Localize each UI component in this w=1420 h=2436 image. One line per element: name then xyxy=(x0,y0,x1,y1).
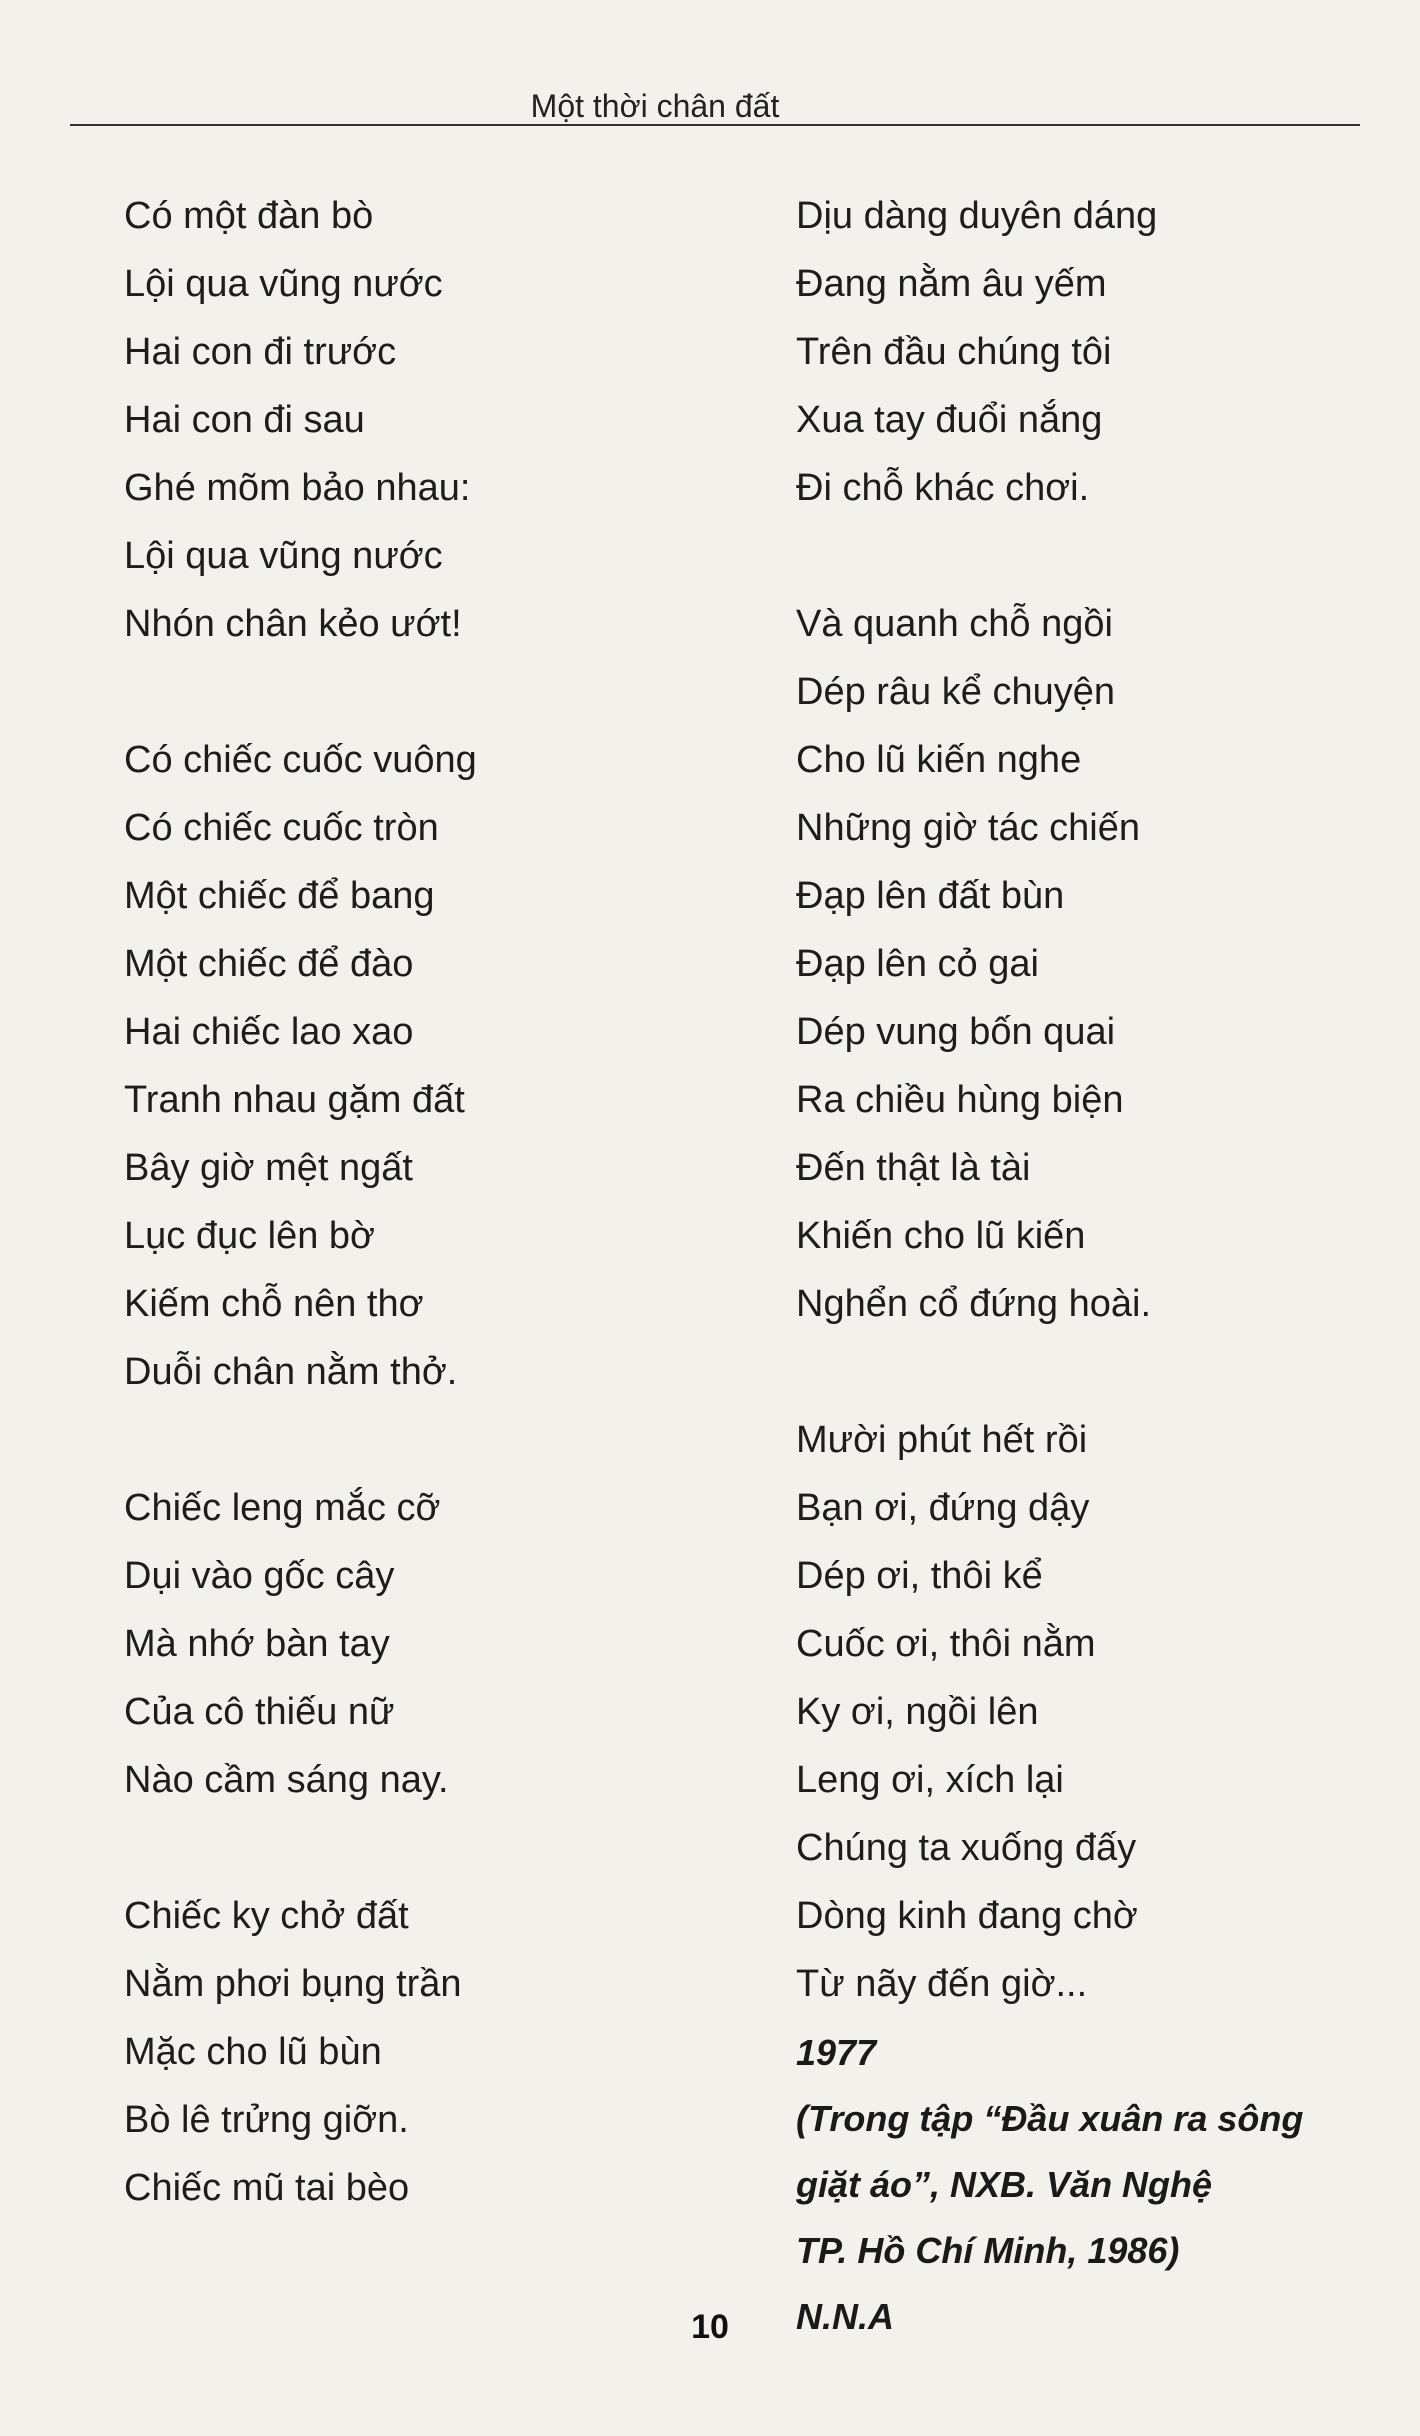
poem-stanza xyxy=(124,1474,744,1814)
poem-line: Có chiếc cuốc tròn xyxy=(124,807,439,849)
poem-line: Lội qua vũng nước xyxy=(124,535,443,577)
poem-line: Đạp lên đất bùn xyxy=(796,875,1065,917)
poem-right-column xyxy=(796,182,1356,2350)
attribution-year: 1977 xyxy=(796,2032,877,2073)
running-header: Một thời chân đất xyxy=(530,88,780,124)
poem-line: Dòng kinh đang chờ xyxy=(796,1895,1138,1937)
poem-line: Của cô thiếu nữ xyxy=(124,1691,395,1733)
poem-line: Duỗi chân nằm thở. xyxy=(124,1351,458,1393)
poem-line: Đang nằm âu yếm xyxy=(796,263,1107,305)
poem-line: Đi chỗ khác chơi. xyxy=(796,467,1090,509)
poem-line: Cuốc ơi, thôi nằm xyxy=(796,1623,1096,1665)
poem-line: Có chiếc cuốc vuông xyxy=(124,739,477,781)
poem-line: Chúng ta xuống đấy xyxy=(796,1827,1137,1869)
poem-line: Kiếm chỗ nên thơ xyxy=(124,1283,424,1325)
poem-line: Hai con đi sau xyxy=(124,399,365,441)
poem-stanza xyxy=(124,1882,744,2222)
right-stanzas xyxy=(796,182,1356,2018)
poem-stanza xyxy=(124,726,744,1406)
poem-line: Bạn ơi, đứng dậy xyxy=(796,1487,1090,1529)
poem-line: Mà nhớ bàn tay xyxy=(124,1623,390,1665)
poem-stanza xyxy=(796,182,1356,522)
page-number: 10 xyxy=(691,2308,729,2346)
poem-line: Lội qua vũng nước xyxy=(124,263,443,305)
poem-left-column xyxy=(124,182,744,2222)
attribution-source-line-1: (Trong tập “Đầu xuân ra sông xyxy=(796,2098,1304,2139)
poem-line: Đến thật là tài xyxy=(796,1147,1031,1189)
poem-line: Khiến cho lũ kiến xyxy=(796,1215,1086,1257)
poem-line: Dép vung bốn quai xyxy=(796,1011,1116,1053)
poem-line: Ky ơi, ngồi lên xyxy=(796,1691,1039,1733)
attribution-initials: N.N.A xyxy=(796,2296,894,2337)
poem-stanza xyxy=(796,1406,1356,2018)
poem-line: Chiếc leng mắc cỡ xyxy=(124,1487,441,1529)
attribution-source-line-3: TP. Hồ Chí Minh, 1986) xyxy=(796,2230,1180,2271)
poem-line: Dụi vào gốc cây xyxy=(124,1555,395,1597)
attribution-source-line-2: giặt áo”, NXB. Văn Nghệ xyxy=(796,2164,1213,2205)
poem-line: Những giờ tác chiến xyxy=(796,807,1140,849)
poem-line: Từ nãy đến giờ... xyxy=(796,1963,1088,2005)
poem-line: Bây giờ mệt ngất xyxy=(124,1147,413,1189)
poem-line: Dép ơi, thôi kể xyxy=(796,1555,1043,1597)
poem-line: Mặc cho lũ bùn xyxy=(124,2031,382,2073)
poem-line: Dịu dàng duyên dáng xyxy=(796,195,1158,237)
poem-line: Một chiếc để bang xyxy=(124,875,435,917)
poem-line: Bò lê trửng giỡn. xyxy=(124,2099,409,2141)
poem-line: Có một đàn bò xyxy=(124,195,374,237)
poem-line: Chiếc ky chở đất xyxy=(124,1895,409,1937)
poem-line: Ghé mõm bảo nhau: xyxy=(124,467,471,509)
poem-line: Lục đục lên bờ xyxy=(124,1215,375,1257)
poem-line: Dép râu kể chuyện xyxy=(796,671,1115,713)
poem-stanza xyxy=(124,182,744,658)
poem-line: Mười phút hết rồi xyxy=(796,1419,1088,1461)
poem-attribution xyxy=(796,2020,1356,2350)
poem-line: Hai chiếc lao xao xyxy=(124,1011,414,1053)
poem-line: Và quanh chỗ ngồi xyxy=(796,603,1113,645)
poem-line: Nào cầm sáng nay. xyxy=(124,1759,449,1801)
poem-stanza xyxy=(796,590,1356,1338)
poem-line: Trên đầu chúng tôi xyxy=(796,331,1112,373)
header-divider xyxy=(70,124,1360,126)
poem-line: Nhón chân kẻo ướt! xyxy=(124,603,462,645)
poem-line: Nghển cổ đứng hoài. xyxy=(796,1283,1152,1325)
poem-line: Hai con đi trước xyxy=(124,331,397,373)
poem-line: Tranh nhau gặm đất xyxy=(124,1079,465,1121)
poem-line: Chiếc mũ tai bèo xyxy=(124,2167,410,2209)
poem-line: Nằm phơi bụng trần xyxy=(124,1963,462,2005)
poem-line: Cho lũ kiến nghe xyxy=(796,739,1082,781)
poem-line: Ra chiều hùng biện xyxy=(796,1079,1124,1121)
poem-line: Đạp lên cỏ gai xyxy=(796,943,1039,985)
poem-line: Xua tay đuổi nắng xyxy=(796,399,1103,441)
poem-line: Leng ơi, xích lại xyxy=(796,1759,1064,1801)
poem-line: Một chiếc để đào xyxy=(124,943,414,985)
